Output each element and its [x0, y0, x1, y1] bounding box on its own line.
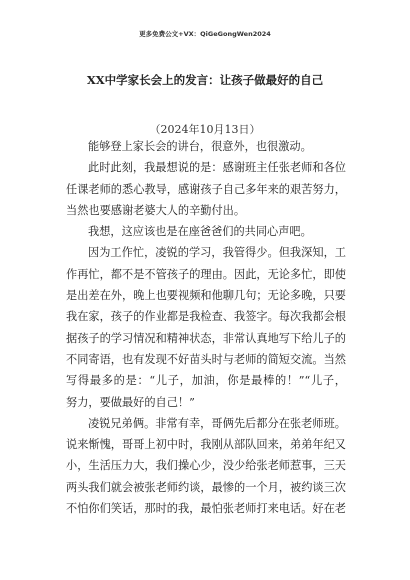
- header-note: 更多免费公文+VX：QiGeGongWen2024: [139, 30, 271, 38]
- body-line: 不怕你们笑话，那时的我，最怕张老师打来电话。好在老: [66, 502, 346, 516]
- body-line: 能够登上家长会的讲台，很意外，也很激动。: [88, 140, 312, 153]
- body-line: 不同寄语，也有发现不好苗头时与老师的简短交流。当然: [66, 352, 346, 366]
- body-line: 任课老师的悉心教导，感谢孩子自己多年来的艰苦努力，: [66, 182, 346, 196]
- body-line: 是出差在外，晚上也要视频和他聊几句；无论多晚，只要: [66, 289, 346, 303]
- document-title: XX中学家长会上的发言：让孩子做最好的自己: [86, 73, 324, 87]
- body-line: 凌锐兄弟俩。非常有幸，哥俩先后都分在张老师班。: [88, 416, 346, 430]
- body-line: 据孩子的学习情况和精神状态，非常认真地写下给儿子的: [66, 331, 346, 345]
- body-line: 努力，要做最好的自己！”: [66, 395, 195, 409]
- body-line: 此时此刻，我最想说的是：感谢班主任张老师和各位: [88, 161, 346, 175]
- body-line: 作再忙，都不是不管孩子的理由。因此，无论多忙，即使: [66, 267, 346, 281]
- body-line: 小，生活压力大，我们操心少，没少给张老师惹事，三天: [66, 459, 346, 473]
- document-date: （2024年10月13日）: [149, 123, 261, 136]
- body-line: 当然也要感谢老婆大人的辛勤付出。: [66, 203, 246, 217]
- body-line: 写得最多的是：“儿子，加油，你是最棒的！”“儿子，: [66, 374, 346, 388]
- body-line: 因为工作忙，凌锐的学习，我管得少。但我深知，工: [88, 246, 346, 260]
- body-line: 两头我们就会被张老师约谈，最惨的一个月，被约谈三次: [66, 480, 346, 494]
- body-line: 说来惭愧，哥哥上初中时，我刚从部队回来，弟弟年纪又: [66, 438, 346, 452]
- body-line: 我想，这应该也是在座爸爸们的共同心声吧。: [88, 225, 312, 239]
- document-body: [66, 136, 346, 519]
- body-line: 我在家，孩子的作业都是我检查、我签字。每次我都会根: [66, 310, 346, 324]
